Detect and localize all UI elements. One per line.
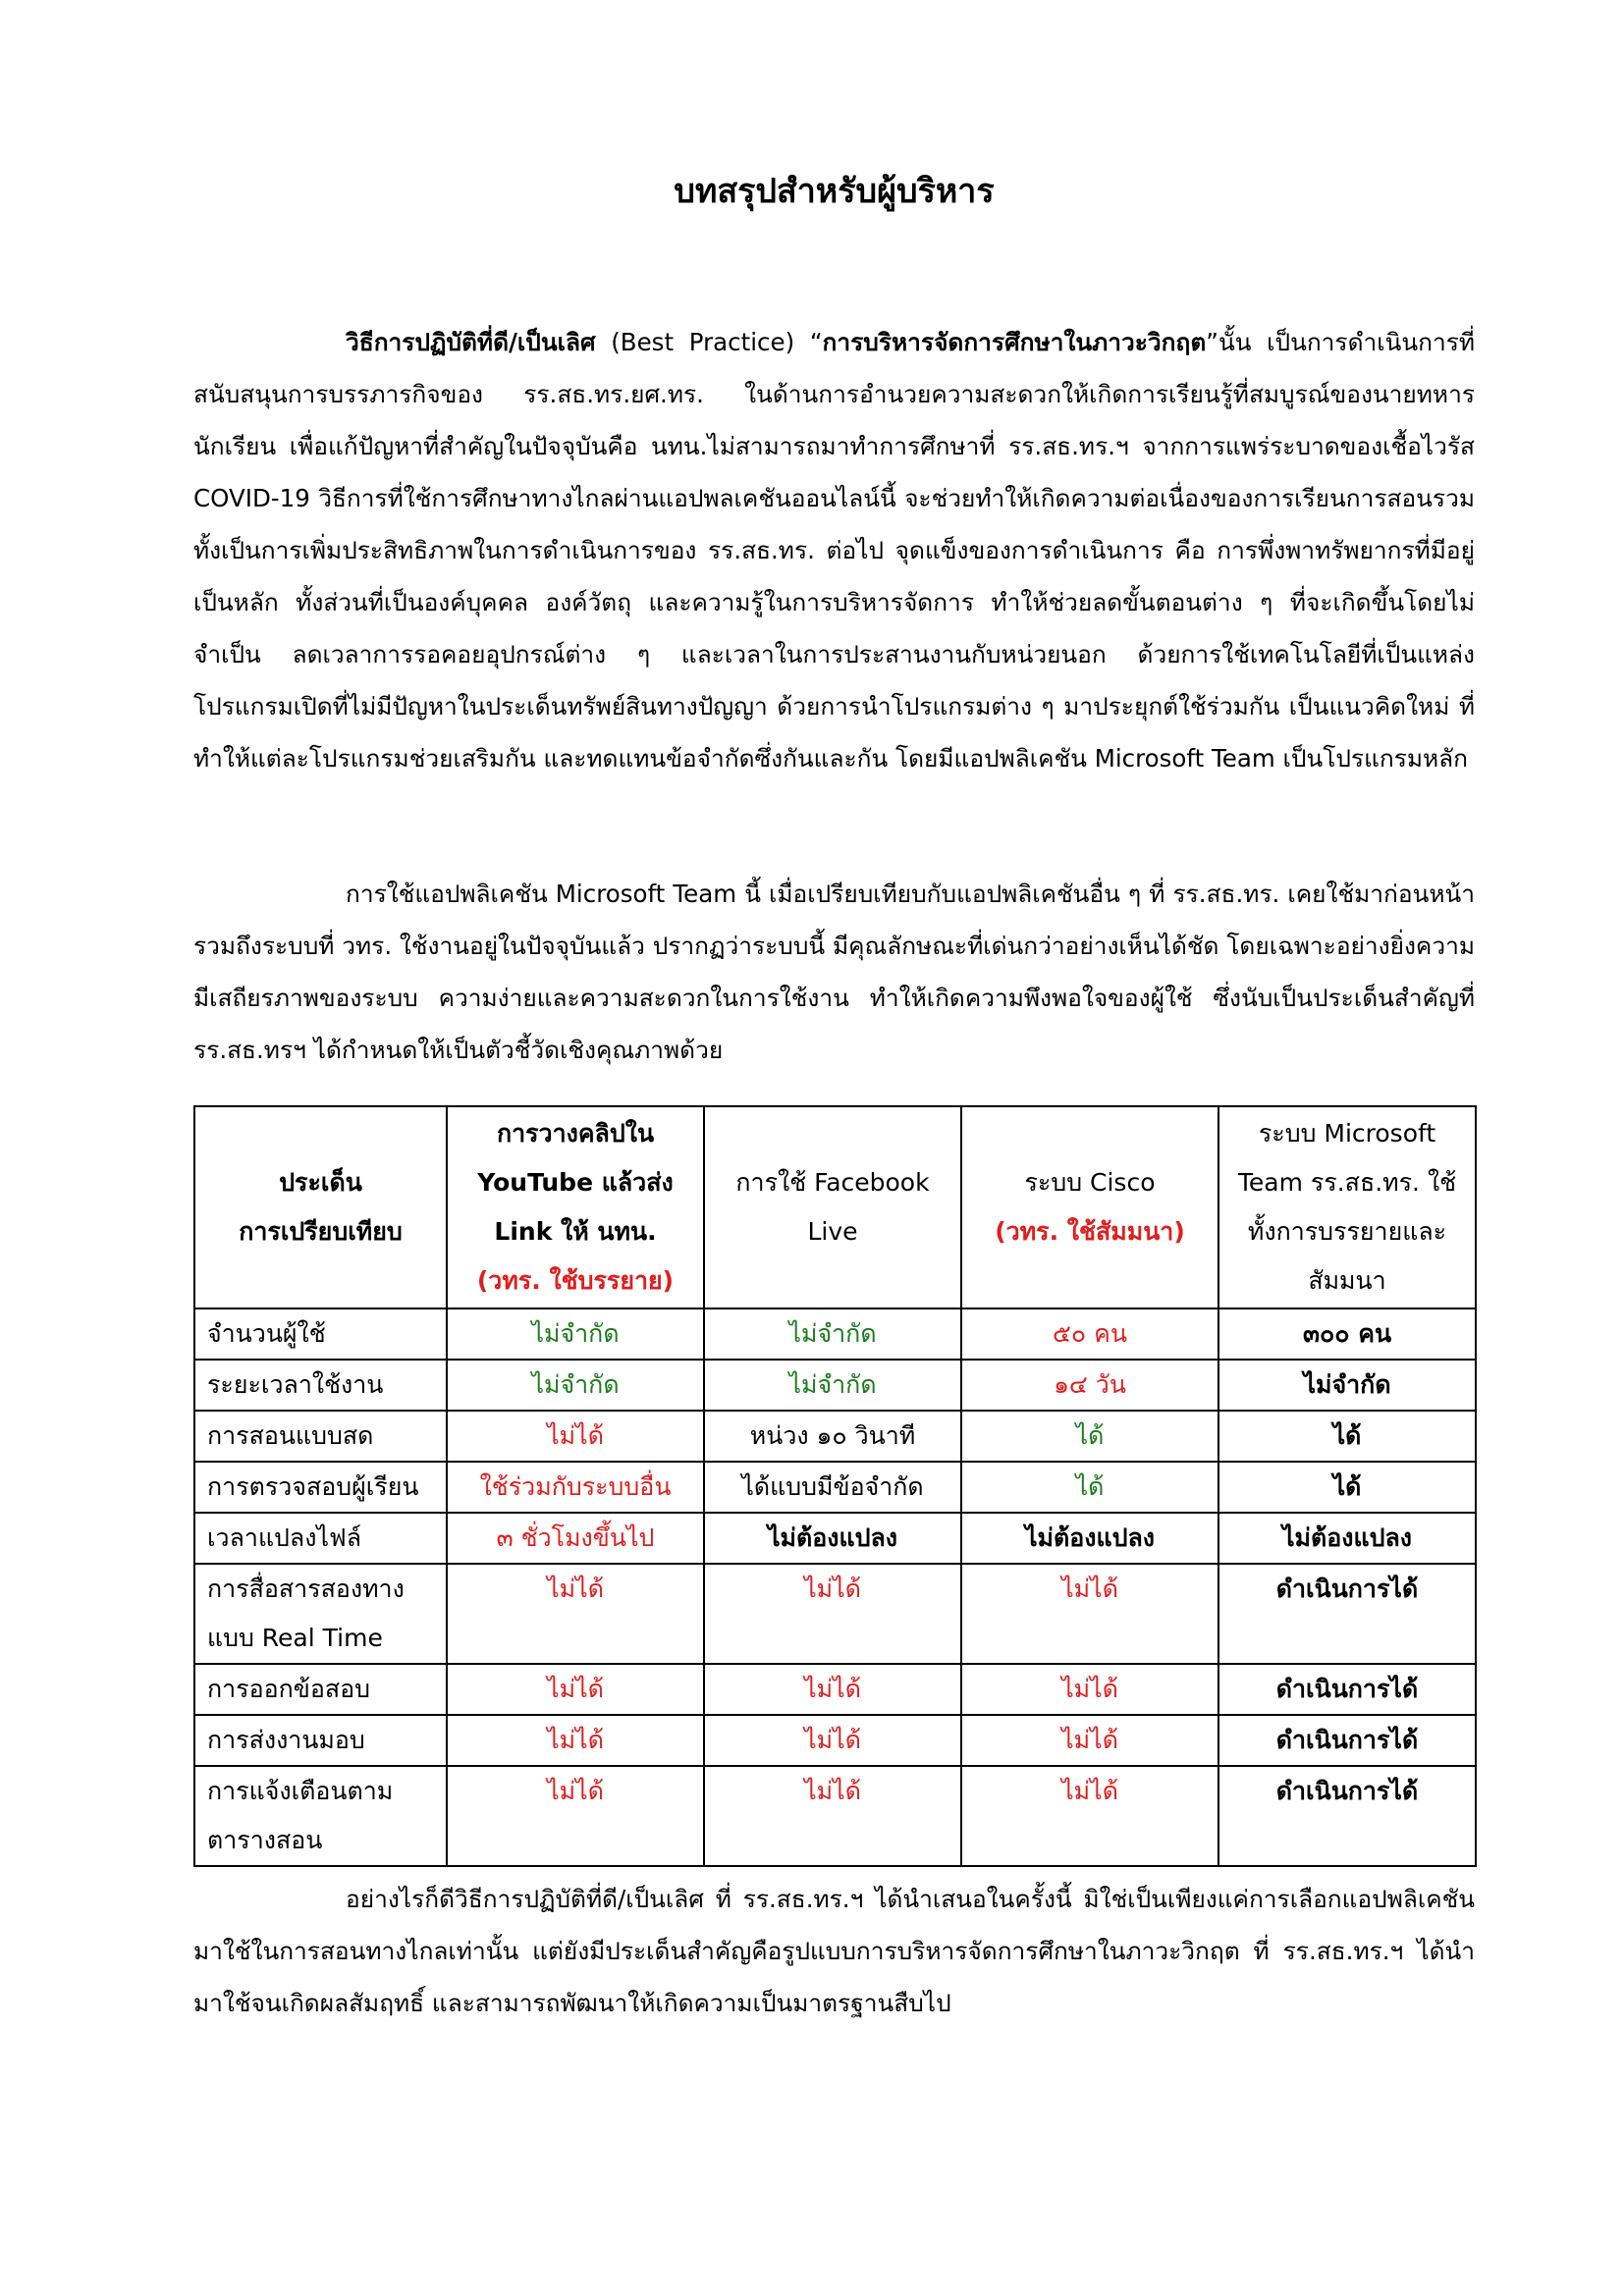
topic-title: การบริหารจัดการศึกษาในภาวะวิกฤต [822,328,1207,356]
header-cisco: ระบบ Cisco (วทร. ใช้สัมมนา) [961,1106,1218,1308]
table-cell: ไม่ต้องแปลง [961,1513,1218,1564]
table-cell: ไม่ต้องแปลง [1218,1513,1476,1564]
comparison-paragraph: การใช้แอปพลิเคชัน Microsoft Team นี้ เมื่อเปรียบเทียบกับแอปพลิเคชันอื่น ๆ ที่ รร.สธ.ทร. เคยใช้มาก่อนหน้า รวมถึงระบบที่ วทร. ใช้งานอยู่ในปัจจุบันแล้ว ปรากฏว่าระบบนี้ มีคุณลักษณะที่เด่นกว่าอย่างเห็นได้ชัด โดยเฉพาะอย่างยิ่งความมีเสถียรภาพของระบบ ความง่ายและความสะดวกในการใช้งาน ทำให้เกิดความพึงพอใจของผู้ใช้ ซึ่งนับเป็นประเด็นสำคัญที่ รร.สธ.ทรฯ ได้กำหนดให้เป็นตัวชี้วัดเชิงคุณภาพด้วย [193,880,1475,1064]
table-row [194,1513,1476,1564]
table-cell: ไม่ได้ [447,1664,704,1715]
table-cell: ๓ ชั่วโมงขึ้นไป [447,1513,704,1564]
table-cell: ไม่จำกัด [704,1360,961,1411]
table-cell: ไม่จำกัด [1218,1360,1476,1411]
row-label: การสอนแบบสด [194,1411,447,1462]
table-cell: ได้ [961,1462,1218,1513]
table-row [194,1564,1476,1664]
table-cell: ใช้ร่วมกับระบบอื่น [447,1462,704,1513]
row-label: ระยะเวลาใช้งาน [194,1360,447,1411]
table-cell: ดำเนินการได้ [1218,1715,1476,1766]
table-row [194,1462,1476,1513]
table-cell: ไม่ได้ [961,1664,1218,1715]
table-cell: ๑๔ วัน [961,1360,1218,1411]
table-row [194,1308,1476,1360]
row-label: การสื่อสารสองทางแบบ Real Time [194,1564,447,1664]
table-cell: ดำเนินการได้ [1218,1664,1476,1715]
best-practice-label: วิธีการปฏิบัติที่ดี/เป็นเลิศ [346,328,596,356]
best-practice-english: (Best Practice) “ [595,328,823,356]
table-cell: ไม่ได้ [961,1564,1218,1664]
header-msteam: ระบบ Microsoft Team รร.สธ.ทร. ใช้ทั้งการบรรยายและสัมมนา [1218,1106,1476,1308]
comparison-table [193,1105,1477,1867]
row-label: เวลาแปลงไฟล์ [194,1513,447,1564]
header-youtube-note: (วทร. ใช้บรรยาย) [476,1266,675,1295]
table-row [194,1715,1476,1766]
table-cell: ไม่จำกัด [447,1308,704,1360]
table-cell: ไม่ได้ [704,1664,961,1715]
table-cell: ได้ [1218,1462,1476,1513]
table-cell: ๕๐ คน [961,1308,1218,1360]
table-cell: ได้ [1218,1411,1476,1462]
row-label: การออกข้อสอบ [194,1664,447,1715]
table-row [194,1360,1476,1411]
row-label: การแจ้งเตือนตามตารางสอน [194,1766,447,1866]
table-row [194,1766,1476,1866]
intro-paragraph [193,316,1475,784]
header-cisco-note: (วทร. ใช้สัมมนา) [995,1217,1185,1246]
row-label: จำนวนผู้ใช้ [194,1308,447,1360]
table-cell: ไม่จำกัด [704,1308,961,1360]
table-cell: ไม่ได้ [704,1766,961,1866]
table-cell: ไม่ได้ [961,1766,1218,1866]
header-issue: ประเด็น การเปรียบเทียบ [194,1106,447,1308]
closing-paragraph: อย่างไรก็ดีวิธีการปฏิบัติที่ดี/เป็นเลิศ ที่ รร.สธ.ทร.ฯ ได้นำเสนอในครั้งนี้ มิใช่เป็นเพียงแค่การเลือกแอปพลิเคชันมาใช้ในการสอนทางไกลเท่านั้น แต่ยังมีประเด็นสำคัญคือรูปแบบการบริหารจัดการศึกษาในภาวะวิกฤต ที่ รร.สธ.ทร.ฯ ได้นำมาใช้จนเกิดผลสัมฤทธิ์ และสามารถพัฒนาให้เกิดความเป็นมาตรฐานสืบไป [193,1885,1475,2017]
header-facebook: การใช้ Facebook Live [704,1106,961,1308]
table-cell: หน่วง ๑๐ วินาที [704,1411,961,1462]
table-cell: ได้แบบมีข้อจำกัด [704,1462,961,1513]
row-label: การตรวจสอบผู้เรียน [194,1462,447,1513]
table-cell: ๓๐๐ คน [1218,1308,1476,1360]
table-cell: ไม่จำกัด [447,1360,704,1411]
table-body [194,1308,1476,1866]
table-cell: ไม่ได้ [447,1715,704,1766]
table-header-row [194,1106,1476,1308]
table-cell: ไม่ได้ [447,1564,704,1664]
header-youtube: การวางคลิปใน YouTube แล้วส่ง Link ให้ นทน. (วทร. ใช้บรรยาย) [447,1106,704,1308]
table-cell: ไม่ได้ [447,1411,704,1462]
table-cell: ดำเนินการได้ [1218,1766,1476,1866]
table-cell: ไม่ได้ [961,1715,1218,1766]
table-cell: ไม่ต้องแปลง [704,1513,961,1564]
table-cell: ดำเนินการได้ [1218,1564,1476,1664]
table-cell: ไม่ได้ [704,1564,961,1664]
table-cell: ได้ [961,1411,1218,1462]
table-cell: ไม่ได้ [704,1715,961,1766]
page-title: บทสรุปสำหรับผู้บริหาร [674,172,995,211]
table-row [194,1664,1476,1715]
table-cell: ไม่ได้ [447,1766,704,1866]
table-row [194,1411,1476,1462]
intro-body: ”นั้น เป็นการดำเนินการที่สนับสนุนการบรรภารกิจของ รร.สธ.ทร.ยศ.ทร. ในด้านการอำนวยความสะดวกให้เกิดการเรียนรู้ที่สมบูรณ์ของนายทหารนักเรียน เพื่อแก้ปัญหาที่สำคัญในปัจจุบันคือ นทน.ไม่สามารถมาทำการศึกษาที่ รร.สธ.ทร.ฯ จากการแพร่ระบาดของเชื้อไวรัส COVID-19 วิธีการที่ใช้การศึกษาทางไกลผ่านแอปพลเคชันออนไลน์นี้ จะช่วยทำให้เกิดความต่อเนื่องของการเรียนการสอนรวมทั้งเป็นการเพิ่มประสิทธิภาพในการดำเนินการของ รร.สธ.ทร. ต่อไป จุดแข็งของการดำเนินการ คือ การพึ่งพาทรัพยากรที่มีอยู่เป็นหลัก ทั้งส่วนที่เป็นองค์บุคคล องค์วัตถุ และความรู้ในการบริหารจัดการ ทำให้ช่วยลดขั้นตอนต่าง ๆ ที่จะเกิดขึ้นโดยไม่จำเป็น ลดเวลาการรอคอยอุปกรณ์ต่าง ๆ และเวลาในการประสานงานกับหน่วยนอก ด้วยการใช้เทคโนโลยีที่เป็นแหล่งโปรแกรมเปิดที่ไม่มีปัญหาในประเด็นทรัพย์สินทางปัญญา ด้วยการนำโปรแกรมต่าง ๆ มาประยุกต์ใช้ร่วมกัน เป็นแนวคิดใหม่ ที่ทำให้แต่ละโปรแกรมช่วยเสริมกัน และทดแทนข้อจำกัดซึ่งกันและกัน โดยมีแอปพลิเคชัน Microsoft Team เป็นโปรแกรมหลัก [193,328,1476,773]
row-label: การส่งงานมอบ [194,1715,447,1766]
